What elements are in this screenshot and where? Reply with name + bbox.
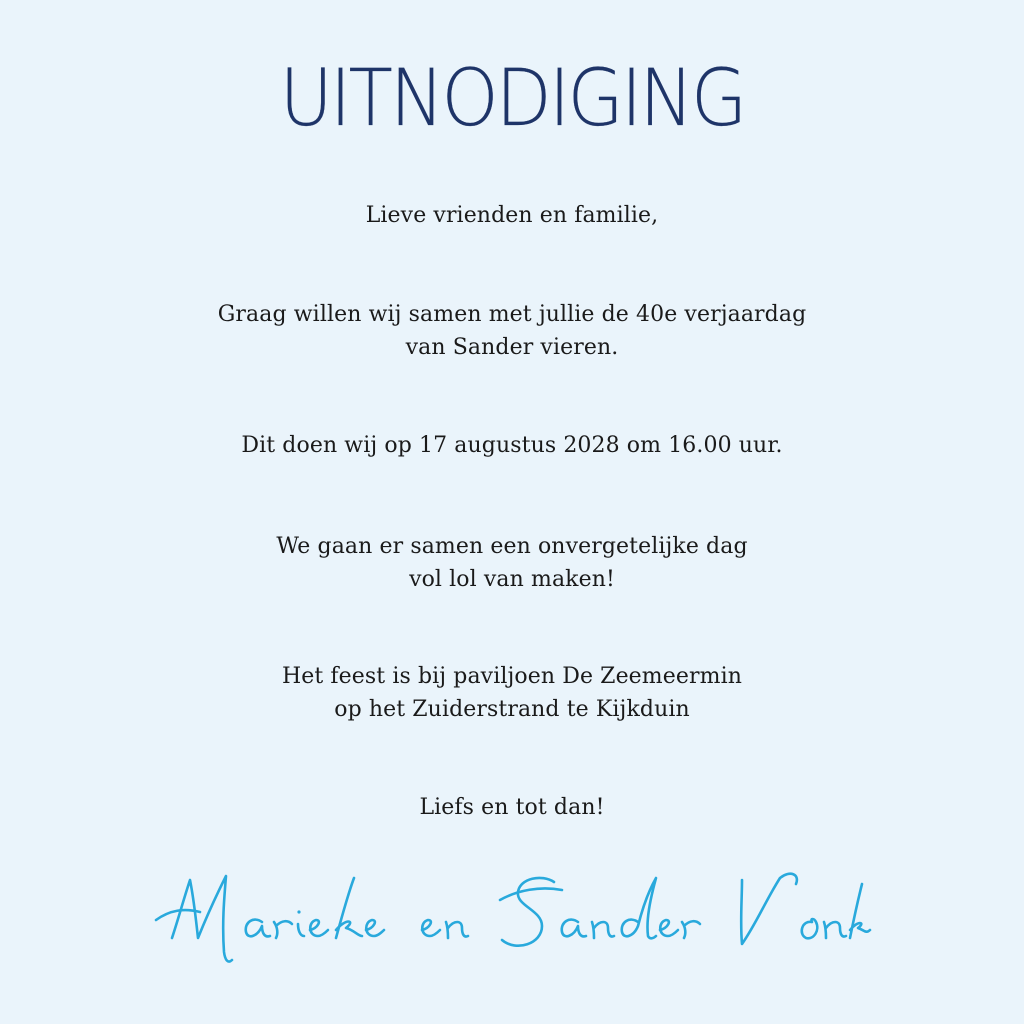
greeting-text: Lieve vrienden en familie, bbox=[365, 203, 659, 228]
greeting bbox=[112, 199, 912, 232]
signature-handwriting bbox=[150, 860, 874, 970]
paragraph-fun-line-2: vol lol van maken! bbox=[409, 567, 615, 592]
paragraph-birthday-line-1: Graag willen wij samen met jullie de 40e verjaardag bbox=[217, 302, 807, 327]
paragraph-location bbox=[112, 660, 912, 726]
paragraph-birthday-line-2: van Sander vieren. bbox=[405, 335, 619, 360]
paragraph-date-time-line-1: Dit doen wij op 17 augustus 2028 om 16.00 uur. bbox=[241, 433, 783, 458]
signature bbox=[150, 860, 874, 970]
paragraph-location-line-1: Het feest is bij paviljoen De Zeemeermin bbox=[281, 664, 742, 689]
paragraph-date-time bbox=[112, 429, 912, 462]
paragraph-location-line-2: op het Zuiderstrand te Kijkduin bbox=[334, 697, 690, 722]
paragraph-birthday bbox=[112, 298, 912, 364]
paragraph-fun bbox=[112, 530, 912, 596]
invitation-title: UITNODIGING bbox=[279, 54, 745, 144]
paragraph-fun-line-1: We gaan er samen een onvergetelijke dag bbox=[276, 534, 748, 559]
closing bbox=[112, 791, 912, 824]
closing-text: Liefs en tot dan! bbox=[419, 795, 605, 820]
